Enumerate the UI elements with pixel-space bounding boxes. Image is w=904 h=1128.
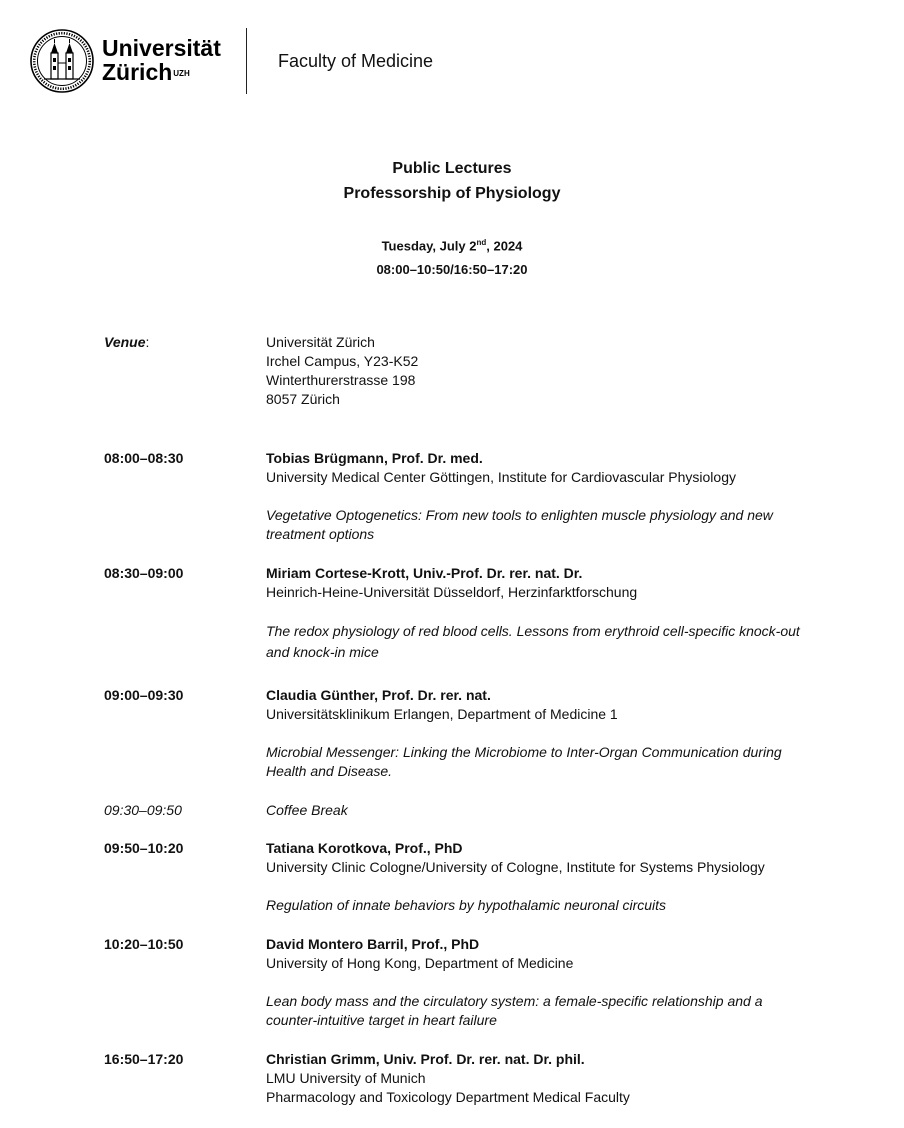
venue-line: Winterthurerstrasse 198 [266,372,416,388]
entry-content [266,839,826,915]
topic-line: counter-intuitive target in heart failure [266,1012,497,1028]
speaker-affiliation: Heinrich-Heine-Universität Düsseldorf, Herzinfarktforschung [266,584,638,600]
topic-line: treatment options [266,526,375,542]
venue-label-colon: : [145,334,150,350]
lecture-topic [266,992,826,1030]
header-divider [246,28,247,94]
university-abbreviation: UZH [173,69,190,78]
event-times: 08:00–10:50/16:50–17:20 [376,262,528,277]
university-name-line1: Universität [102,35,221,61]
topic-line: Vegetative Optogenetics: From new tools to enlighten muscle physiology and new [266,507,773,523]
speaker-name: Miriam Cortese-Krott, Univ.-Prof. Dr. rer. nat. Dr. [266,565,583,581]
topic-line: The redox physiology of red blood cells. Lessons from erythroid cell-specific knock-out [266,623,800,639]
entry-content [266,686,826,781]
event-date-year: , 2024 [486,238,523,254]
venue-line: Irchel Campus, Y23-K52 [266,353,419,369]
venue-address [266,333,826,409]
speaker-name: Christian Grimm, Univ. Prof. Dr. rer. nat. Dr. phil. [266,1051,585,1067]
break-time: 09:30–09:50 [104,802,182,818]
venue-label [104,333,149,352]
speaker-name: Tatiana Korotkova, Prof., PhD [266,840,463,856]
speaker-affiliation: Universitätsklinikum Erlangen, Department of Medicine 1 [266,706,618,722]
entry-time: 09:00–09:30 [104,687,184,703]
speaker-affiliation: University of Hong Kong, Department of Medicine [266,955,574,971]
event-date [0,235,904,254]
lecture-topic [266,896,826,915]
lecture-topic [266,743,826,781]
speaker-affiliation: University Clinic Cologne/University of Cologne, Institute for Systems Physiology [266,859,765,875]
document-header [0,0,904,110]
entry-content [266,449,826,544]
university-seal-logo [30,29,94,93]
speaker-name: David Montero Barril, Prof., PhD [266,936,480,952]
entry-content [266,564,826,663]
entry-time: 08:00–08:30 [104,450,184,466]
lecture-topic [266,506,826,544]
entry-content [266,1050,826,1107]
lecture-topic [266,621,826,663]
topic-line: Lean body mass and the circulatory system: a female-specific relationship and a [266,993,763,1009]
speaker-name: Tobias Brügmann, Prof. Dr. med. [266,450,483,466]
break-label: Coffee Break [266,802,348,818]
university-name-line2: Zürich [102,59,173,85]
entry-content [266,935,826,1030]
topic-line: Regulation of innate behaviors by hypothalamic neuronal circuits [266,897,667,913]
entry-time: 09:50–10:20 [104,840,184,856]
venue-line: 8057 Zürich [266,391,340,407]
event-title [0,156,904,206]
entry-time: 08:30–09:00 [104,565,184,581]
event-date-prefix: Tuesday, July 2 [381,238,477,254]
event-title-line1: Public Lectures [392,160,512,177]
speaker-affiliation: LMU University of Munich [266,1070,426,1086]
topic-line: and knock-in mice [266,644,379,660]
topic-line: Health and Disease. [266,763,393,779]
event-title-line2: Professorship of Physiology [343,185,561,202]
topic-line: Microbial Messenger: Linking the Microbiome to Inter-Organ Communication during [266,744,782,760]
entry-time: 10:20–10:50 [104,936,184,952]
faculty-name: Faculty of Medicine [278,51,434,71]
speaker-name: Claudia Günther, Prof. Dr. rer. nat. [266,687,491,703]
university-wordmark [102,36,221,84]
venue-line: Universität Zürich [266,334,375,350]
entry-time: 16:50–17:20 [104,1051,184,1067]
venue-label-text: Venue [104,334,146,350]
speaker-affiliation: Pharmacology and Toxicology Department Medical Faculty [266,1089,630,1105]
event-date-ordinal: nd [476,238,487,247]
speaker-affiliation: University Medical Center Göttingen, Institute for Cardiovascular Physiology [266,469,736,485]
